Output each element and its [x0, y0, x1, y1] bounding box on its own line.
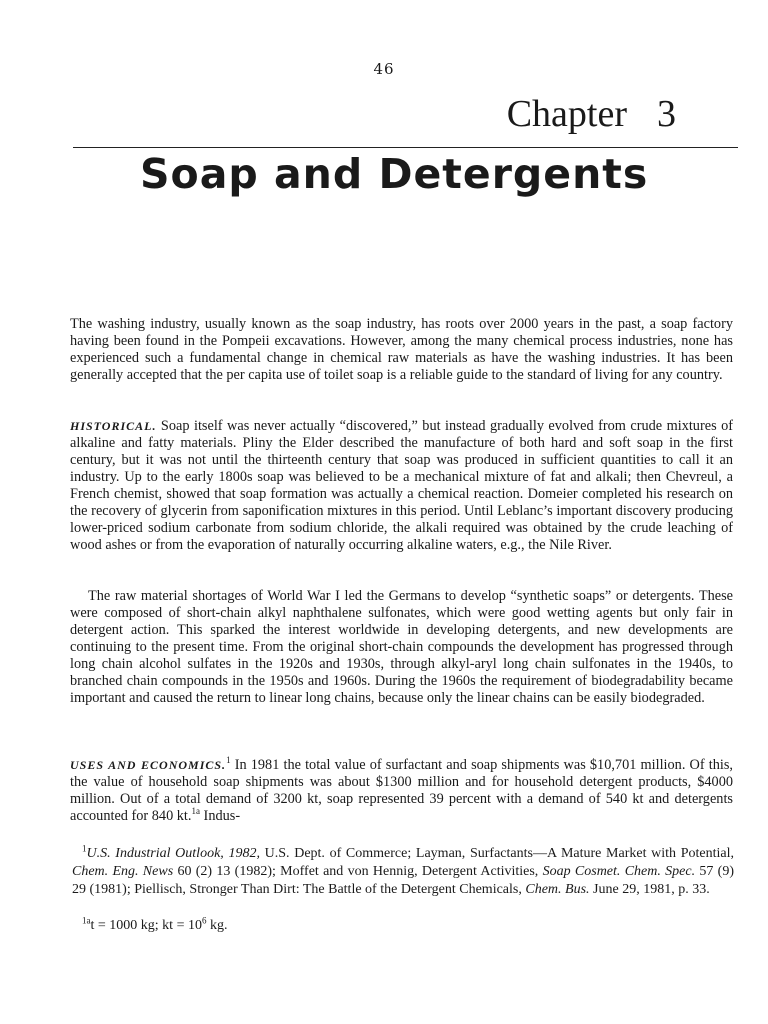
historical-paragraph [70, 418, 733, 554]
footnote-1-text-4: June 29, 1981, p. 33. [589, 882, 710, 897]
footnote-1-text-2: 60 (2) 13 (1982); Moffet and von Hennig, Detergent Activities, [173, 864, 543, 879]
footnote-ref-1: 1 [226, 755, 231, 766]
historical-heading: HISTORICAL. [70, 419, 157, 433]
footnote-1a-exponent: 6 [201, 915, 207, 926]
footnote-1-cite-2: Chem. Eng. News [72, 864, 174, 879]
footnote-1-cite-1: U.S. Industrial Outlook, 1982, [86, 846, 260, 861]
uses-body-a: In 1981 the total value of surfactant and soap shipments was $10,701 million. Of this, the value of household soap shipments was about $1300 million and for household detergent products, $4000 million. Out of a total demand of 3200 kt, soap represented 39 percent with a demand of 540 kt and detergents accounted for 840 kt. [70, 757, 733, 824]
footnote-1 [72, 845, 734, 899]
chapter-title: Soap and Detergents [140, 150, 649, 198]
chapter-rule [73, 147, 738, 148]
chapter-number: 3 [657, 93, 676, 135]
footnote-1-text-3: 57 (9) 29 (1981); Piellisch, Stronger Than Dirt: The Battle of the Detergent Chemicals, [72, 864, 735, 897]
footnote-1a-mark: 1a [82, 915, 91, 926]
historical-body: Soap itself was never actually “discovered,” but instead gradually evolved from crude mixtures of alkaline and fatty materials. Pliny the Elder described the manufacture of both hard and soft soap in the first century, but it was not until the thirteenth century that soap was produced in sufficient quantities to call it an industry. Up to the early 1800s soap was believed to be a mechanical mixture of fat and alkali; then Chevreul, a French chemist, showed that soap formation was actually a chemical reaction. Domeier completed his research on the recovery of glycerin from saponification mixtures in this period. Until Leblanc’s important discovery producing lower-priced sodium carbonate from sodium chloride, the alkali required was obtained by the crude leaching of wood ashes or from the evaporation of naturally occurring alkaline waters, e.g., the Nile River. [70, 418, 733, 553]
uses-economics-paragraph [70, 757, 733, 825]
footnote-1-cite-4: Chem. Bus. [525, 882, 590, 897]
intro-paragraph: The washing industry, usually known as the soap industry, has roots over 2000 years in the past, a soap factory having been found in the Pompeii excavations. However, among the many chemical process industries, none has experienced such a fundamental change in chemical raw materials as have the washing industries. It has been generally accepted that the per capita use of toilet soap is a reliable guide to the standard of living for any country. [70, 316, 733, 383]
uses-body-b: Indus- [199, 808, 241, 824]
chapter-label: Chapter [506, 93, 627, 135]
raw-materials-paragraph: The raw material shortages of World War I led the Germans to develop “synthetic soaps” or detergents. These were composed of short-chain alkyl naphthalene sulfonates, which were good wetting agents but only fair in detergent action. This sparked the interest worldwide in developing detergents, and new developments are continuing to the present time. From the original short-chain compounds the development has progressed through long chain alcohol sulfates in the 1920s and 1930s, through alkyl-aryl long chain sulfonates in the 1940s, to branched chain compounds in the 1950s and 1960s. During the 1960s the requirement of biodegradability became important and caused the return to linear long chains, because only the linear chains can be easily biodegraded. [70, 588, 733, 706]
footnote-1a [82, 917, 744, 935]
page-number: 46 [373, 60, 395, 78]
footnote-1-cite-3: Soap Cosmet. Chem. Spec. [542, 864, 696, 879]
footnote-ref-1a: 1a [191, 806, 200, 817]
uses-heading: USES AND ECONOMICS. [70, 758, 227, 772]
footnote-1-mark: 1 [82, 843, 87, 854]
footnote-1-text-1: U.S. Dept. of Commerce; Layman, Surfactants—A Mature Market with Potential, [259, 846, 734, 861]
footnote-1a-text-a: t = 1000 kg; kt = 10 [90, 918, 202, 933]
chapter-heading [507, 92, 676, 136]
footnote-1a-text-b: kg. [206, 918, 228, 933]
